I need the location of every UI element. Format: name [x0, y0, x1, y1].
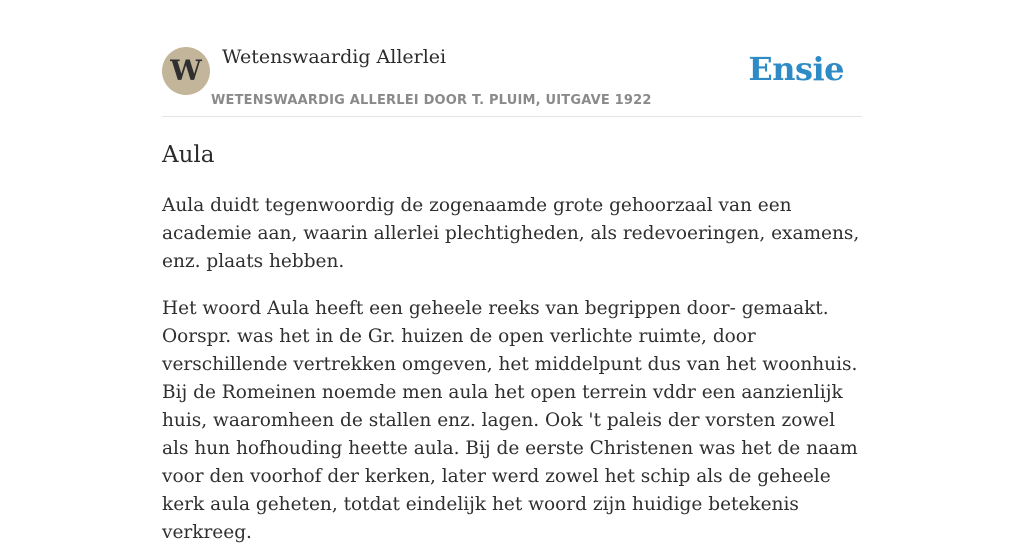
source-attribution: WETENSWAARDIG ALLERLEI DOOR T. PLUIM, UITGAVE 1922 [211, 93, 652, 108]
article-paragraph-1: Aula duidt tegenwoordig de zogenaamde grote gehoorzaal van een academie aan, waarin allerlei plechtigheden, als redevoeringen, examens, enz. plaats hebben. [162, 195, 860, 272]
article-paragraph-2: Het woord Aula heeft een geheele reeks van begrippen door- gemaakt. Oorspr. was het in de Gr. huizen de open verlichte ruimte, door verschillende vertrekken omgeven, het middelpunt dus van het woonhuis. Bij de Romeinen noemde men aula het open terrein vddr een aanzienlijk huis, waaromheen de stallen enz. lagen. Ook 't paleis der vorsten zowel als hun hofhouding heette aula. Bij de eerste Christenen was het de naam voor den voorhof der kerken, later werd zowel het schip als de geheele kerk aula geheten, totdat eindelijk het woord zijn huidige betekenis verkreeg. [162, 298, 858, 543]
article-title: Aula [162, 142, 215, 168]
site-title[interactable]: Wetenswaardig Allerlei [222, 46, 447, 68]
site-avatar[interactable]: W [162, 47, 210, 95]
ensie-logo[interactable]: Ensie [748, 50, 844, 88]
article [162, 138, 862, 547]
page-header [162, 0, 862, 117]
